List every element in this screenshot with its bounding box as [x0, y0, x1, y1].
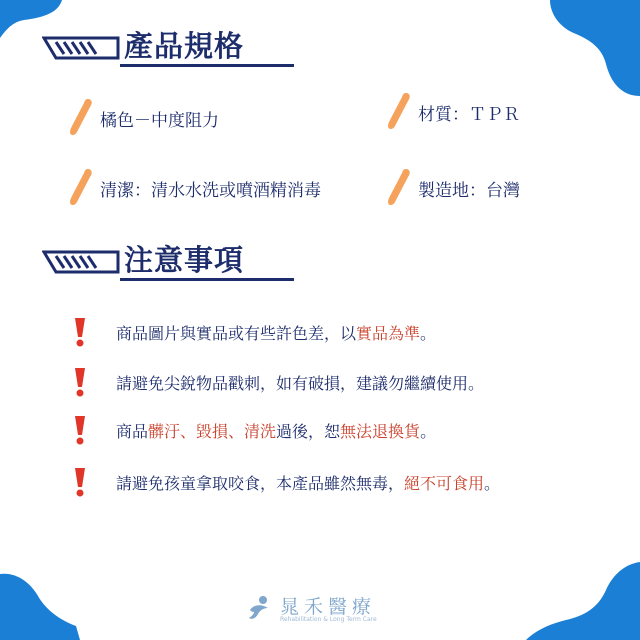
- exclamation-icon: [72, 414, 88, 446]
- brand-logo: [246, 592, 406, 626]
- brand-mark-icon: [246, 594, 274, 622]
- note-text-highlight: 髒汙、毀損、清洗: [148, 422, 277, 441]
- specs-title: 產品規格: [124, 29, 245, 63]
- note-text-segment: 請避免尖銳物品戳刺，如有破損，建議勿繼續使用。: [116, 374, 485, 393]
- note-text-segment: 商品: [116, 422, 149, 441]
- corner-blob-top-right: [510, 0, 640, 100]
- corner-blob-bottom-left: [0, 570, 80, 640]
- notes-title: 注意事項: [124, 243, 245, 277]
- exclamation-icon: [72, 466, 88, 498]
- note-text: [116, 471, 500, 494]
- spec-text: 材質：ＴＰＲ: [418, 105, 520, 125]
- brand-subtitle: Rehabilitation & Long Term Care: [280, 616, 377, 623]
- specs-header: [42, 24, 272, 70]
- corner-blob-bottom-right: [500, 560, 640, 640]
- tongue-depressor-icon: [68, 96, 94, 138]
- note-text-highlight: 絕不可食用: [404, 474, 485, 493]
- note-text-highlight: 實品為準: [356, 324, 421, 343]
- stripes-icon: [42, 36, 122, 60]
- note-text-segment: 過後，恕: [276, 422, 341, 441]
- note-text: [116, 321, 436, 344]
- spec-text: 清潔：清水水洗或噴酒精消毒: [100, 181, 321, 201]
- notes-header: [42, 238, 272, 284]
- note-text-segment: 商品圖片與實品或有些許色差，以: [116, 324, 357, 343]
- spec-text: 製造地：台灣: [418, 181, 520, 201]
- tongue-depressor-icon: [68, 166, 94, 208]
- tongue-depressor-icon: [386, 90, 412, 132]
- note-text: [116, 419, 436, 442]
- spec-text: 橘色－中度阻力: [100, 111, 219, 131]
- note-text-highlight: 無法退換貨: [340, 422, 421, 441]
- exclamation-icon: [72, 366, 88, 398]
- notes-title-underline: [120, 278, 294, 281]
- note-text-segment: 。: [484, 474, 501, 493]
- note-text-segment: 請避免孩童拿取咬食，本產品雖然無毒，: [116, 474, 405, 493]
- stripes-icon: [42, 250, 122, 274]
- note-text-segment: 。: [420, 422, 437, 441]
- specs-title-underline: [120, 64, 294, 67]
- brand-name: 晁禾醫療: [280, 596, 377, 618]
- exclamation-icon: [72, 316, 88, 348]
- tongue-depressor-icon: [386, 166, 412, 208]
- note-text: [116, 371, 484, 394]
- note-text-segment: 。: [420, 324, 437, 343]
